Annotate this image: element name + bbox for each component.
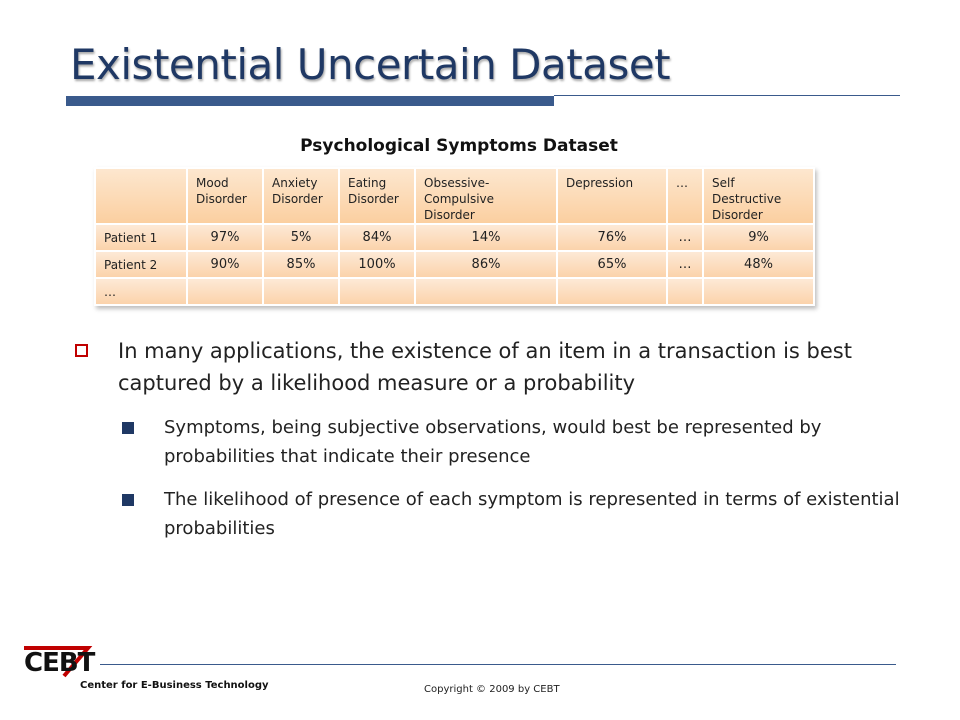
table-cell <box>415 278 557 305</box>
bullet-sub-text: The likelihood of presence of each symptom is represented in terms of existential probabilities <box>164 489 900 539</box>
table-cell: 9% <box>703 224 814 251</box>
bullet-main <box>70 335 900 399</box>
table-cell: 100% <box>339 251 415 278</box>
table-cell: 76% <box>557 224 667 251</box>
logo-text: CEBT <box>24 648 95 678</box>
table-cell: 48% <box>703 251 814 278</box>
title-underline-rule <box>554 95 900 96</box>
header-cell: Anxiety Disorder <box>263 168 339 224</box>
copyright-notice: Copyright © 2009 by CEBT <box>424 684 560 695</box>
header-cell: Eating Disorder <box>339 168 415 224</box>
solid-square-bullet-icon <box>122 494 134 506</box>
header-cell: Self Destructive Disorder <box>703 168 814 224</box>
table-cell <box>557 278 667 305</box>
table-cell: … <box>667 251 703 278</box>
table-cell: … <box>667 224 703 251</box>
slide-title: Existential Uncertain Dataset <box>70 40 671 89</box>
header-cell <box>95 168 187 224</box>
table-cell: 97% <box>187 224 263 251</box>
table-row <box>95 278 814 305</box>
table-cell: 85% <box>263 251 339 278</box>
table-row <box>95 251 814 278</box>
title-underline-bar <box>66 96 554 106</box>
table-cell <box>667 278 703 305</box>
table-cell <box>703 278 814 305</box>
footer-rule <box>100 664 896 665</box>
row-label: Patient 2 <box>95 251 187 278</box>
table-row <box>95 224 814 251</box>
bullet-main-text: In many applications, the existence of an item in a transaction is best captured by a likelihood measure or a probability <box>118 339 852 395</box>
dataset-table <box>94 167 815 306</box>
header-cell: Mood Disorder <box>187 168 263 224</box>
table-cell <box>339 278 415 305</box>
table-cell: 65% <box>557 251 667 278</box>
header-cell: Depression <box>557 168 667 224</box>
table-cell: 86% <box>415 251 557 278</box>
table-caption: Psychological Symptoms Dataset <box>300 136 618 156</box>
table-cell: 14% <box>415 224 557 251</box>
table-cell: 90% <box>187 251 263 278</box>
table-cell: 84% <box>339 224 415 251</box>
hollow-square-bullet-icon <box>75 344 88 357</box>
solid-square-bullet-icon <box>122 422 134 434</box>
table-cell <box>263 278 339 305</box>
organization-name: Center for E-Business Technology <box>80 680 269 691</box>
table-cell: 5% <box>263 224 339 251</box>
table-cell <box>187 278 263 305</box>
bullet-sub-text: Symptoms, being subjective observations, would best be represented by probabilities that indicate their presence <box>164 417 822 467</box>
table-header-row <box>95 168 814 224</box>
bullet-sub <box>70 413 900 471</box>
header-cell: Obsessive-Compulsive Disorder <box>415 168 557 224</box>
bullet-list <box>70 335 900 543</box>
bullet-sub <box>70 485 900 543</box>
header-cell: … <box>667 168 703 224</box>
row-label: Patient 1 <box>95 224 187 251</box>
row-label: … <box>95 278 187 305</box>
